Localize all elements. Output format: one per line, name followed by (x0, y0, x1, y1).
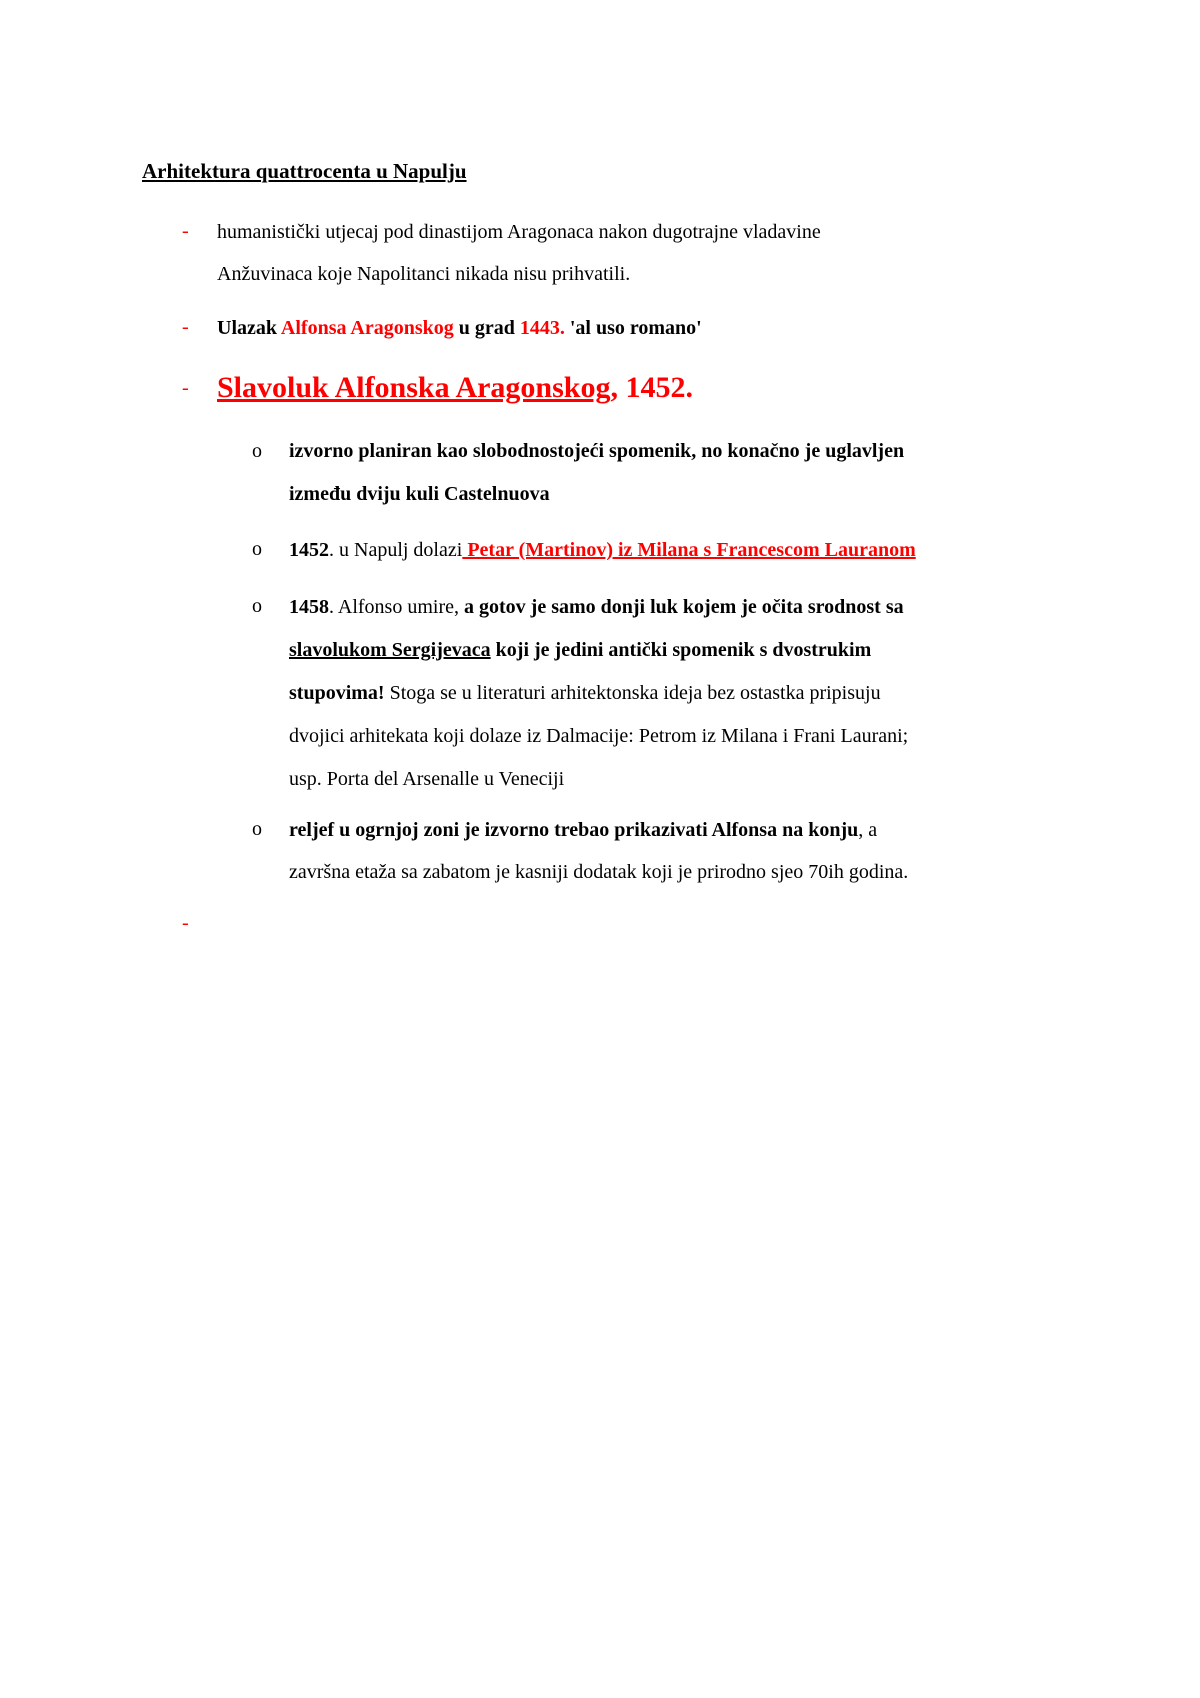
sub3-line3 (289, 672, 881, 714)
dash-bullet: - (182, 912, 189, 934)
sub3-arch-link: slavolukom Sergijevaca (289, 639, 491, 661)
item2-line (217, 307, 702, 349)
item3-heading: Slavoluk Alfonska Aragonskog (217, 371, 611, 404)
item1-line1: humanistički utjecaj pod dinastijom Aragonaca nakon dugotrajne vladavine (217, 221, 821, 243)
circle-bullet: o (252, 538, 262, 560)
sub4-rest: , a (858, 819, 878, 841)
item2-year: 1443. (519, 317, 565, 339)
sub1-line1: izvorno planiran kao slobodnostojeći spomenik, no konačno je uglavljen (289, 440, 905, 462)
sub3-part1: . Alfonso umire, (329, 596, 464, 618)
sub3-line5: usp. Porta del Arsenalle u Veneciji (289, 768, 565, 790)
sub3-line2 (289, 629, 871, 671)
item2-name: Alfonsa Aragonskog (280, 317, 454, 339)
dash-bullet: - (182, 316, 189, 338)
item2-part1: Ulazak (217, 317, 281, 339)
sub2-line (289, 529, 916, 571)
item3-suffix: , 1452. (610, 371, 693, 404)
sub3-year: 1458 (289, 596, 329, 618)
sub4-line1 (289, 809, 877, 851)
sub4-line2: završna etaža sa zabatom je kasniji dodatak koji je prirodno sjeo 70ih godina. (289, 861, 909, 883)
sub3-line1 (289, 586, 904, 628)
sub3-line4: dvojici arhitekata koji dolaze iz Dalmacije: Petrom iz Milana i Frani Laurani; (289, 725, 909, 747)
sub3-line3-rest: Stoga se u literaturi arhitektonska ideja bez ostastka pripisuju (384, 682, 881, 704)
sub3-line2-rest: koji je jedini antički spomenik s dvostrukim (490, 639, 872, 661)
circle-bullet: o (252, 818, 262, 840)
circle-bullet: o (252, 440, 262, 462)
sub2-link: Petar (Martinov) iz Milana s Francescom Lauranom (462, 539, 916, 561)
sub1-line2: između dviju kuli Castelnuova (289, 483, 550, 505)
sub2-mid: . u Napulj dolazi (329, 539, 463, 561)
sub3-line3-bold: stupovima! (289, 682, 385, 704)
item2-part5: 'al uso romano' (564, 317, 702, 339)
document-title: Arhitektura quattrocenta u Napulju (142, 159, 467, 183)
item3-heading-line (217, 367, 693, 409)
dash-bullet: - (182, 220, 189, 242)
sub2-year: 1452 (289, 539, 329, 561)
sub3-part2: a gotov je samo donji luk kojem je očita srodnost sa (464, 596, 904, 618)
item2-part3: u grad (453, 317, 520, 339)
sub4-bold: reljef u ogrnjoj zoni je izvorno trebao prikazivati Alfonsa na konju (289, 819, 859, 841)
dash-bullet: - (182, 377, 189, 399)
circle-bullet: o (252, 595, 262, 617)
item1-line2: Anžuvinaca koje Napolitanci nikada nisu prihvatili. (217, 263, 631, 285)
